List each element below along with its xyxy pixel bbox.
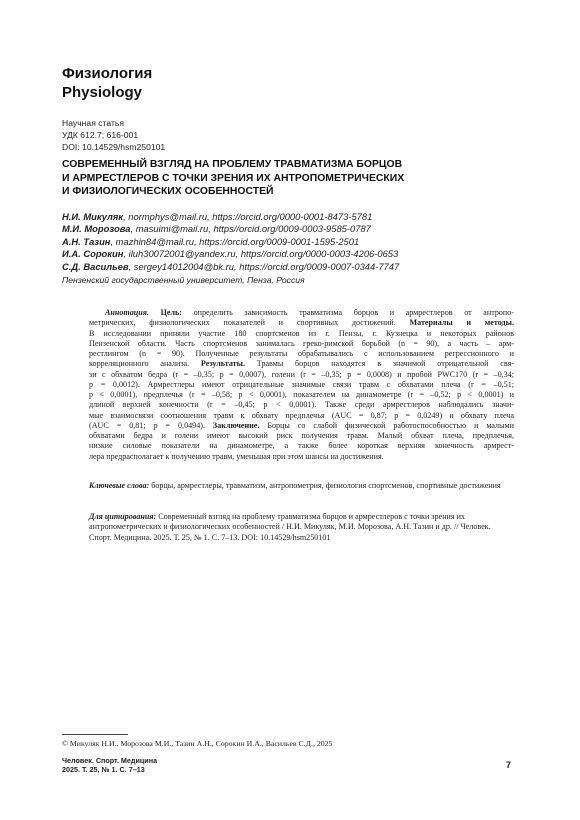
journal-name: Человек. Спорт. Медицина xyxy=(62,756,158,765)
section-heading-ru: Физиология xyxy=(62,65,153,82)
abstract-line: длиной верхней конечности (r = –0,45; p < 0,0001). Также среди армрестлеров наблюдались значи- xyxy=(89,400,514,410)
author-list xyxy=(62,211,532,273)
article-type: Научная статья xyxy=(62,118,125,128)
citation-line: зрения их антропометрических и физиологических особенностей / Н.И. Микуляк, М.И. Морозова, xyxy=(89,512,465,532)
abstract-line: зи с обхватом бедра (r = –0,35; p = 0,0007), голени (r = –0,35; p = 0,0008) и пробой PWC170 (r = –0,34; xyxy=(89,369,514,379)
journal-footer xyxy=(62,757,157,775)
abstract-line: обхватами бедра и голени имеют высокий риск получения травм. Малый обхват плеча, предплечья, xyxy=(89,431,514,440)
author-name: И.А. Сорокин xyxy=(62,248,124,260)
conclusion-label: Заключение. xyxy=(212,420,260,430)
author-name: М.И. Морозова xyxy=(62,223,131,235)
author-contact[interactable]: , normphys@mail.ru, https://orcid.org/0000-0001-8473-5781 xyxy=(123,211,373,222)
author-contact[interactable]: , sergey14012004@bk.ru, https://orcid.org/0009-0007-0344-7747 xyxy=(128,260,400,272)
copyright-notice: © Микуляк Н.И., Морозова М.И., Тазин А.Н., Сорокин И.А., Васильев С.Д., 2025 xyxy=(62,739,333,748)
abstract-line: мые взаимосвязи соотношения травм к обхвату предплечья (AUC = 0,87; p = 0,0249) и обхвату плеча xyxy=(89,410,514,420)
abstract xyxy=(89,308,514,462)
article-meta xyxy=(62,117,165,153)
citation-line[interactable]: А.Н. Тазин и др. // Человек. Спорт. Медицина. 2025. Т. 25, № 1. С. 7–13. DOI: 10.14529/hsm250101 xyxy=(89,522,491,542)
abstract-label: Аннотация. xyxy=(105,308,149,317)
methods-label: Материалы и методы. xyxy=(409,318,514,328)
author-contact[interactable]: , masuimi@mail.ru, https//orcid.org/0009-0003-9585-0787 xyxy=(130,223,371,235)
abstract-line: Аннотация. Цель: определить зависимость травматизма борцов и армрестлеров от антропо- xyxy=(105,308,514,317)
abstract-line: p < 0,0001), предплечья (r = –0,58; p < 0,0001), показателем на динамометре (r = –0,52; p < 0,0001) и xyxy=(89,390,514,399)
abstract-line: Пензенской области. Часть спортсменов занималась греко-римской борьбой (n = 90), а часть – арм- xyxy=(89,338,514,348)
article-title-line: И ФИЗИОЛОГИЧЕСКИХ ОСОБЕННОСТЕЙ xyxy=(62,186,274,198)
abstract-line: метрических, физиологических показателей и спортивных достижений. Материалы и методы. xyxy=(89,318,514,328)
udk-code: УДК 612.7; 616-001 xyxy=(62,130,139,140)
abstract-line: лера предрасполагает к получению травм, уменьшая при этом шансы на достижения. xyxy=(89,451,384,461)
abstract-line: рестлингом (n = 90). Полученные результаты обрабатывались с использованием регрессионного и xyxy=(89,349,514,358)
author-entry xyxy=(62,223,532,235)
author-contact[interactable]: , iluh30072001@yandex.ru, https//orcid.org/0000-0003-4206-0653 xyxy=(123,248,399,260)
article-title-line: СОВРЕМЕННЫЙ ВЗГЛЯД НА ПРОБЛЕМУ ТРАВМАТИЗМА БОРЦОВ xyxy=(62,159,403,170)
footnote-divider xyxy=(62,734,128,735)
author-name: С.Д. Васильев xyxy=(62,260,129,272)
abstract-line: корреляционного анализа. Результаты. Травмы борцов находятся в значимой отрицательной свя- xyxy=(89,359,514,369)
author-entry xyxy=(62,261,532,273)
abstract-line: В исследовании приняли участие 180 спортсменов из г. Пензы, г. Кузнецка и некоторых районов xyxy=(89,328,514,338)
results-label: Результаты. xyxy=(200,359,245,369)
citation-line: Для цитирования: Современный взгляд на проблему травматизма борцов и армрестлеров с точки xyxy=(89,512,430,521)
doi[interactable]: DOI: 10.14529/hsm250101 xyxy=(62,142,166,152)
author-name: А.Н. Тазин xyxy=(62,235,111,247)
abstract-line: (AUC = 0,81; p = 0,0494). Заключение. Борцы со слабой физической работоспособностью и малыми xyxy=(89,420,514,430)
article-title xyxy=(62,158,532,199)
page-number: 7 xyxy=(506,760,512,770)
author-name: Н.И. Микуляк xyxy=(62,211,124,222)
author-contact[interactable]: , mazhin84@mail.ru, https://orcid.org/0009-0001-1595-2501 xyxy=(110,235,360,247)
section-heading xyxy=(62,64,152,102)
abstract-line: низкие силовые показатели на динамометре, а также более короткая верхняя конечность армрест- xyxy=(89,441,514,451)
journal-issue: 2025. Т. 25, № 1. С. 7–13 xyxy=(62,764,145,774)
article-title-line: И АРМРЕСТЛЕРОВ С ТОЧКИ ЗРЕНИЯ ИХ АНТРОПОМЕТРИЧЕСКИХ xyxy=(62,172,405,184)
citation xyxy=(89,512,514,543)
abstract-line: p = 0,0012). Армрестлеры имеют отрицательные значимые связи травм с обхватами плеча (r = –0,51; xyxy=(89,379,514,389)
affiliation: Пензенский государственный университет, Пенза, Россия xyxy=(62,275,305,285)
author-entry xyxy=(62,236,532,248)
author-entry xyxy=(62,211,532,223)
keywords-line: спортивные достижения xyxy=(416,481,501,490)
keywords-label: Ключевые слова: xyxy=(89,481,150,490)
keywords-line: Ключевые слова: борцы, армрестлеры, травматизм, антропометрия, физиология спортсменов, xyxy=(89,481,415,490)
keywords xyxy=(89,481,514,491)
citation-label: Для цитирования: xyxy=(89,512,157,521)
goal-label: Цель: xyxy=(160,308,182,317)
author-entry xyxy=(62,248,532,260)
section-heading-en: Physiology xyxy=(62,84,143,101)
